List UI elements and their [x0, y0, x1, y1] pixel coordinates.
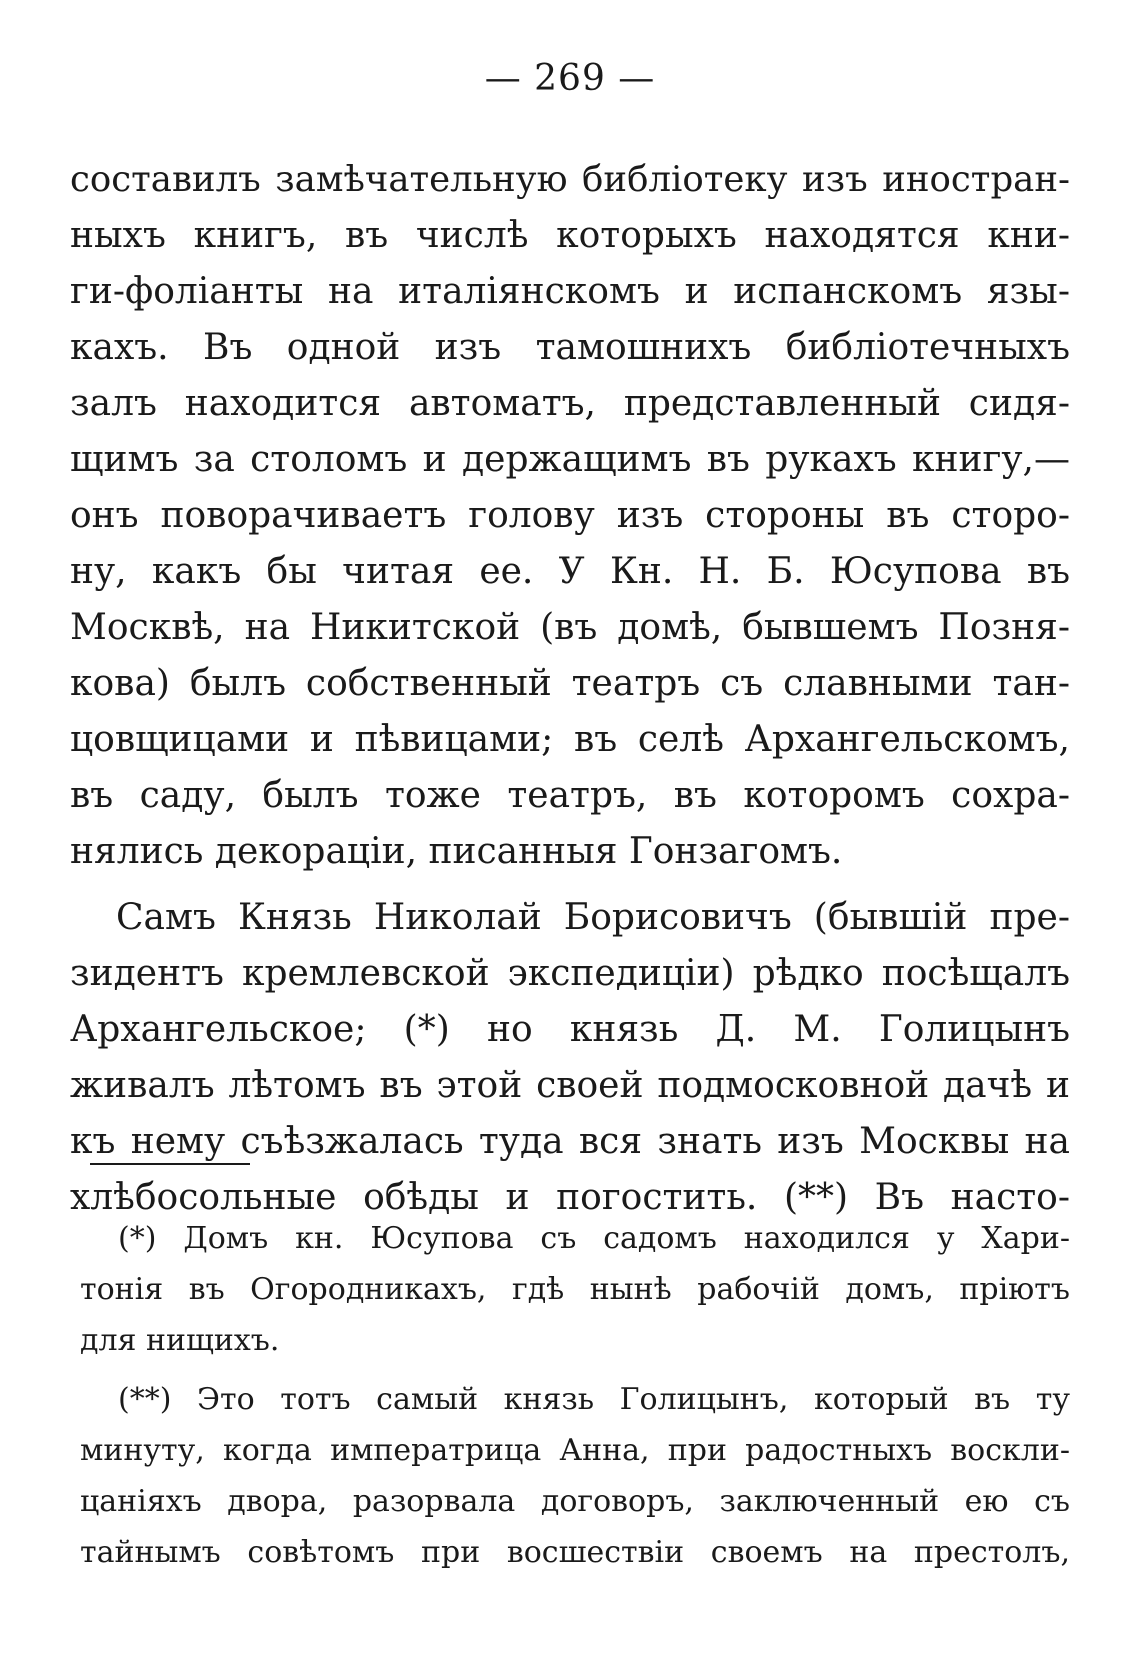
text-line: залъ находится автоматъ, представленный сидя-: [70, 383, 1070, 424]
text-line: Самъ Князь Николай Борисовичъ (бывшій пре-: [116, 897, 1070, 938]
text-line: составилъ замѣчательную библіотеку изъ иностран-: [70, 159, 1070, 200]
text-line: кова) былъ собственный театръ съ славными тан-: [70, 663, 1070, 704]
footnotes: [80, 1213, 1070, 1578]
main-text: [70, 152, 1070, 1226]
text-line: Москвѣ, на Никитской (въ домѣ, бывшемъ Позня-: [70, 607, 1070, 648]
text-line: Архангельское; (*) но князь Д. М. Голицынъ: [70, 1009, 1070, 1050]
text-line: въ саду, былъ тоже театръ, въ которомъ сохра-: [70, 775, 1070, 816]
text-line: цовщицами и пѣвицами; въ селѣ Архангельскомъ,: [70, 719, 1070, 760]
text-line: зидентъ кремлевской экспедиціи) рѣдко посѣщалъ: [70, 953, 1070, 994]
paragraph-gap: [70, 880, 1070, 890]
footnote-line: тайнымъ совѣтомъ при восшествіи своемъ на престолъ,: [80, 1535, 1070, 1570]
footnote-line: (**) Это тотъ самый князь Голицынъ, который въ ту: [118, 1382, 1070, 1417]
footnote-line: для нищихъ.: [80, 1323, 280, 1358]
text-line: ги-фоліанты на италіянскомъ и испанскомъ язы-: [70, 271, 1070, 312]
footnote-line: цаніяхъ двора, разорвала договоръ, заключенный ею съ: [80, 1484, 1070, 1519]
footnote-gap: [80, 1366, 1070, 1374]
text-line: онъ поворачиваетъ голову изъ стороны въ сторо-: [70, 495, 1070, 536]
footnote-line: тонія въ Огородникахъ, гдѣ нынѣ рабочій домъ, пріютъ: [80, 1272, 1070, 1307]
text-line: кахъ. Въ одной изъ тамошнихъ библіотечныхъ: [70, 327, 1070, 368]
page-number: — 269 —: [484, 58, 656, 99]
text-line: къ нему съѣзжалась туда вся знать изъ Москвы на: [70, 1121, 1070, 1162]
text-line: хлѣбосольные обѣды и погостить. (**) Въ насто-: [70, 1177, 1070, 1218]
text-line: нялись декораціи, писанныя Гонзагомъ.: [70, 831, 843, 872]
text-line: живалъ лѣтомъ въ этой своей подмосковной дачѣ и: [70, 1065, 1070, 1106]
footnote-separator: [90, 1163, 250, 1165]
text-line: ну, какъ бы читая ее. У Кн. Н. Б. Юсупова въ: [70, 551, 1070, 592]
text-line: ныхъ книгъ, въ числѣ которыхъ находятся кни-: [70, 215, 1070, 256]
text-line: щимъ за столомъ и держащимъ въ рукахъ книгу,—: [70, 439, 1070, 480]
footnote-line: (*) Домъ кн. Юсупова съ садомъ находился у Хари-: [118, 1221, 1070, 1256]
footnote-line: минуту, когда императрица Анна, при радостныхъ воскли-: [80, 1433, 1070, 1468]
